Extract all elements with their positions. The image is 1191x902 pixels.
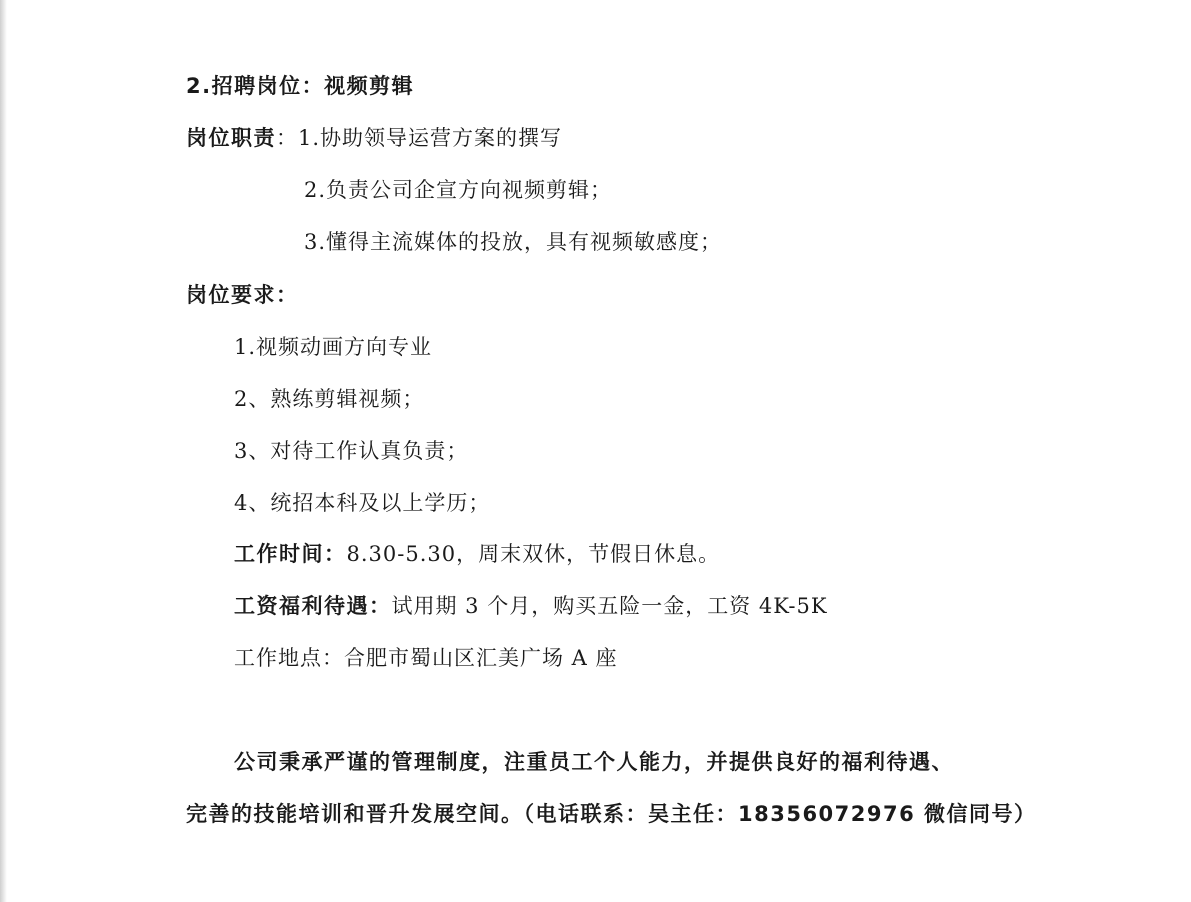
work-time-value: 8.30-5.30，周末双休，节假日休息。	[346, 542, 721, 566]
closing-line-1: 公司秉承严谨的管理制度，注重员工个人能力，并提供良好的福利待遇、	[234, 750, 954, 774]
requirements-label: 岗位要求：	[186, 283, 299, 307]
duties-label: 岗位职责	[186, 126, 276, 150]
work-time-line	[234, 540, 720, 568]
requirement-item-3: 3、对待工作认真负责；	[234, 439, 469, 463]
duty-item-1: 1.协助领导运营方案的撰写	[298, 126, 563, 150]
closing-line-2: 完善的技能培训和晋升发展空间。（电话联系：吴主任：18356072976 微信同号）	[186, 802, 1037, 826]
location-line: 工作地点：合肥市蜀山区汇美广场 A 座	[234, 646, 618, 670]
salary-label: 工资福利待遇：	[234, 594, 392, 618]
requirement-item-2: 2、熟练剪辑视频；	[234, 387, 425, 411]
duties-line-1	[186, 124, 562, 152]
duties-colon: ：	[276, 126, 298, 150]
work-time-label: 工作时间：	[234, 542, 347, 566]
position-heading: 2.招聘岗位：视频剪辑	[186, 74, 415, 98]
duty-item-2: 2.负责公司企宣方向视频剪辑；	[304, 178, 613, 202]
salary-line	[234, 592, 828, 620]
requirement-item-4: 4、统招本科及以上学历；	[234, 491, 491, 515]
salary-value: 试用期 3 个月，购买五险一金，工资 4K-5K	[391, 594, 828, 618]
requirement-item-1: 1.视频动画方向专业	[234, 335, 433, 359]
duty-item-3: 3.懂得主流媒体的投放，具有视频敏感度；	[304, 230, 723, 254]
